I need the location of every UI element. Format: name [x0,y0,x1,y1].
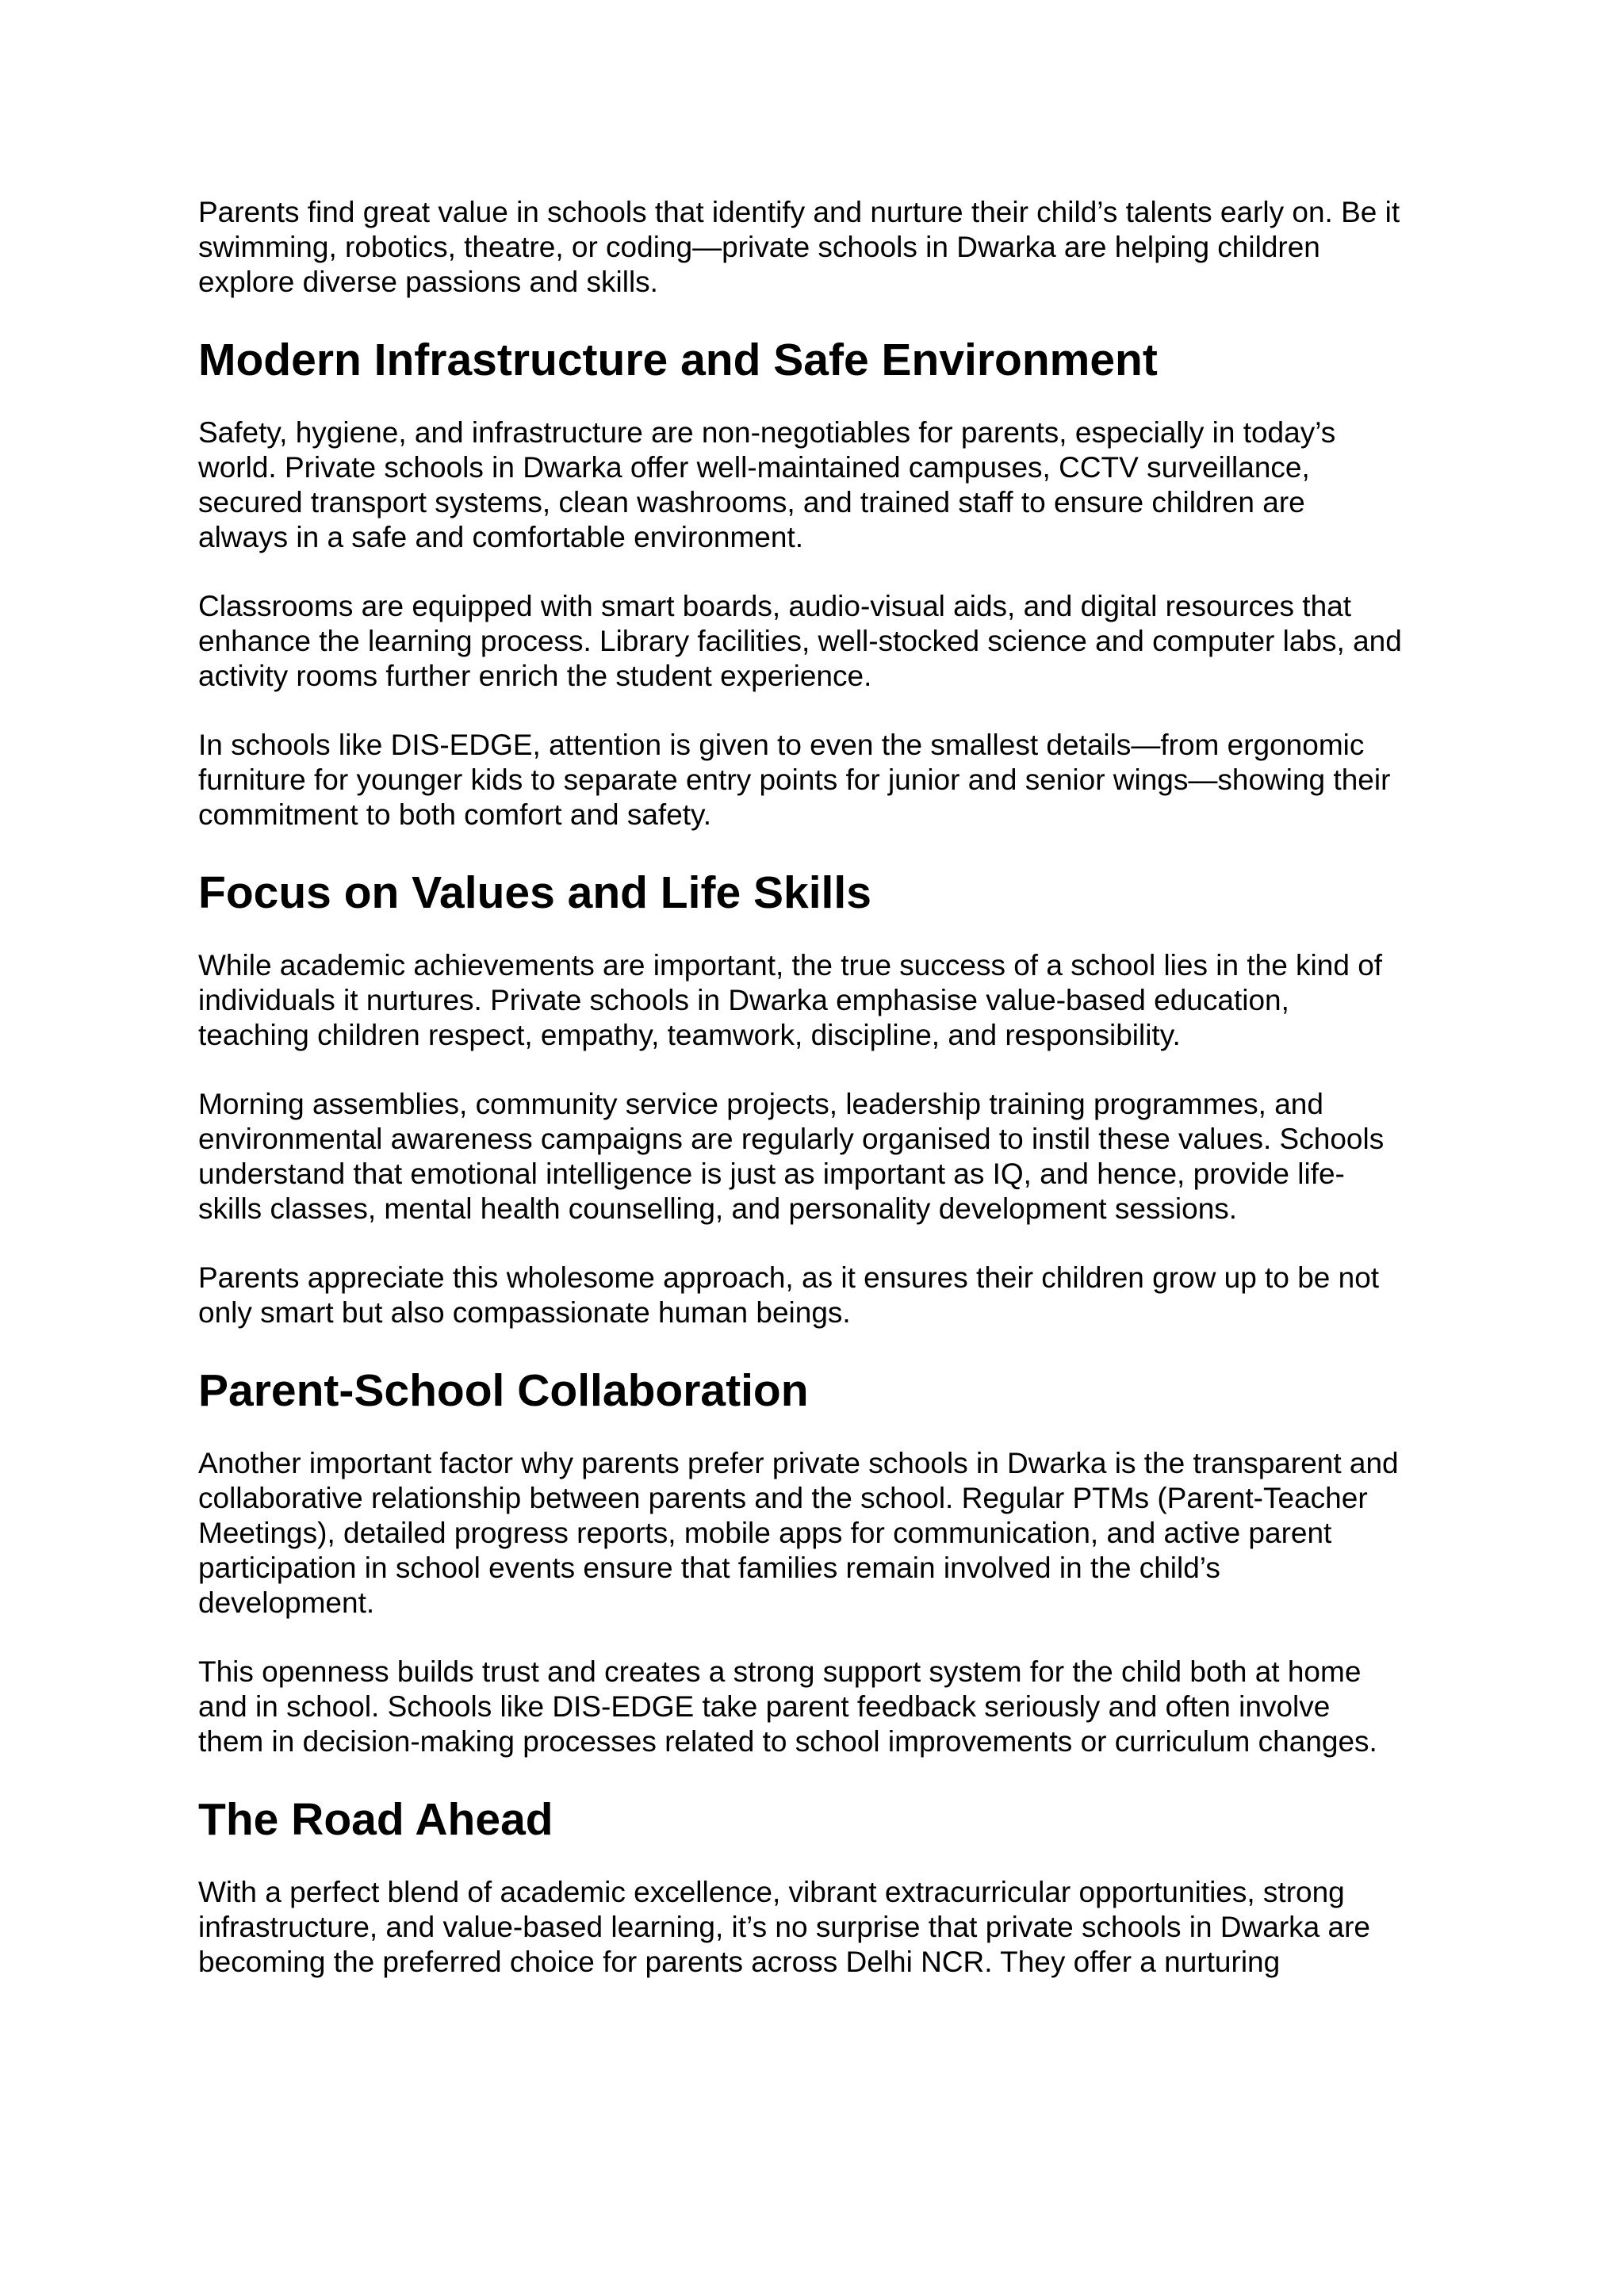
section-paragraph: This openness builds trust and creates a strong support system for the child both at home and in school. Schools like DIS-EDGE take parent feedback seriously and often involve them in decision-making processes related to school improvements or curriculum changes. [198,1655,1377,1758]
section-paragraph: Parents appreciate this wholesome approach, as it ensures their children grow up to be not only smart but also compassionate human beings. [198,1261,1380,1329]
section-heading: Parent-School Collaboration [198,1365,809,1416]
section-paragraph: In schools like DIS-EDGE, attention is given to even the smallest details—from ergonomic furniture for younger kids to separate entry points for junior and senior wings—showing their commitment to both comfort and safety. [198,729,1391,831]
section-paragraph: Safety, hygiene, and infrastructure are non-negotiables for parents, especially in today’s world. Private schools in Dwarka offer well-maintained campuses, CCTV surveillance, secured transport systems, clean washrooms, and trained staff to ensure children are always in a safe and comfortable environment. [198,416,1336,553]
section-heading: The Road Ahead [198,1794,553,1845]
section-paragraph: Morning assemblies, community service projects, leadership training programmes, and environmental awareness campaigns are regularly organised to instil these values. Schools understand that emotional intelligence is just as important as IQ, and hence, provide life- skills classes, mental health counselling, and personality development sessions. [198,1088,1385,1225]
section-heading: Modern Infrastructure and Safe Environment [198,335,1158,385]
section-collaboration [198,1364,1451,1759]
section-values [198,867,1451,1330]
section-paragraph: Classrooms are equipped with smart boards, audio-visual aids, and digital resources that enhance the learning process. Library facilities, well-stocked science and computer labs, and activity rooms further enrich the student experience. [198,590,1402,692]
section-paragraph: Another important factor why parents prefer private schools in Dwarka is the transparent and collaborative relationship between parents and the school. Regular PTMs (Parent-Teacher Meetings), detailed progress reports, mobile apps for communication, and active parent participation in school events ensure that families remain involved in the child’s development. [198,1447,1399,1619]
section-road-ahead [198,1793,1451,1980]
intro-paragraph: Parents find great value in schools that identify and nurture their child’s talents early on. Be it swimming, robotics, theatre, or coding—private schools in Dwarka are helping children explore diverse passions and skills. [198,196,1400,298]
document-page [198,195,1451,2014]
section-heading: Focus on Values and Life Skills [198,867,871,918]
section-paragraph: While academic achievements are important, the true success of a school lies in the kind of individuals it nurtures. Private schools in Dwarka emphasise value-based education, teaching children respect, empathy, teamwork, discipline, and responsibility. [198,949,1383,1051]
section-paragraph: With a perfect blend of academic excellence, vibrant extracurricular opportunities, strong infrastructure, and value-based learning, it’s no surprise that private schools in Dwarka are becoming the preferred choice for parents across Delhi NCR. They offer a nurturing [198,1876,1371,1978]
section-infrastructure [198,334,1451,832]
